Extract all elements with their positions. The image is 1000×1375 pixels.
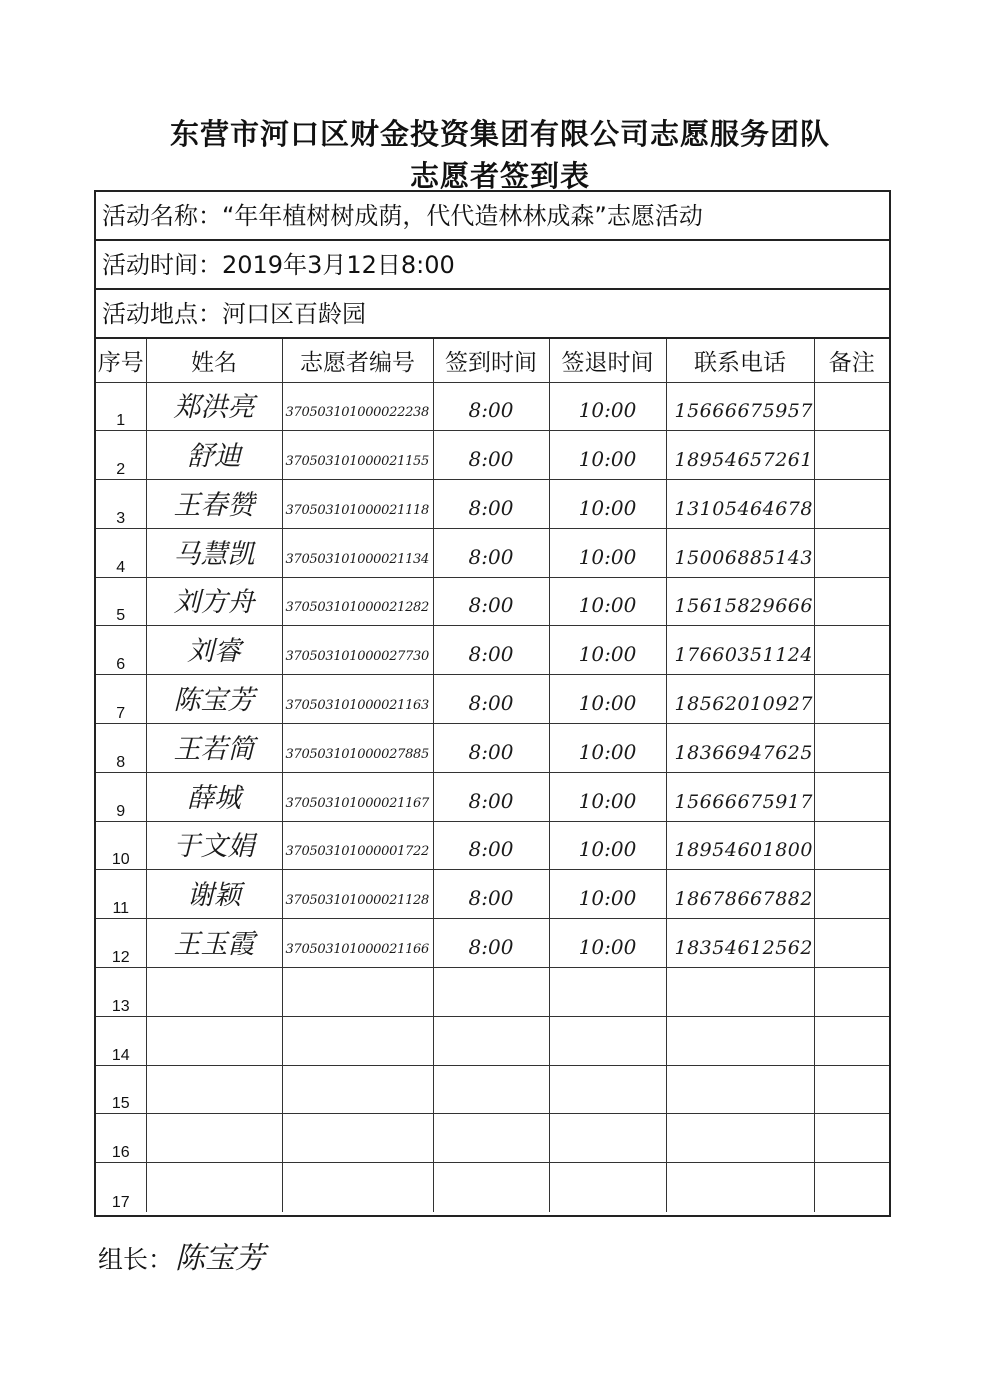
volunteer-id: 370503101000022238 xyxy=(285,405,429,421)
cell-phone-number xyxy=(666,480,814,529)
volunteer-id: 370503101000021118 xyxy=(285,502,429,518)
cell-volunteer-id xyxy=(282,1114,433,1163)
volunteer-name xyxy=(147,1010,282,1016)
cell-signin-time xyxy=(433,968,549,1017)
header-phone: 联系电话 xyxy=(666,339,814,382)
volunteer-table xyxy=(96,339,889,1212)
volunteer-name: 马慧凯 xyxy=(173,538,255,570)
cell-note xyxy=(814,480,889,529)
volunteer-id xyxy=(283,1006,433,1016)
table-row xyxy=(96,968,889,1017)
cell-signin-time xyxy=(433,577,549,626)
header-volunteer-id: 志愿者编号 xyxy=(282,339,433,382)
volunteer-name xyxy=(147,1059,282,1065)
table-row xyxy=(96,1114,889,1163)
table-row xyxy=(96,724,889,773)
volunteer-name: 刘方舟 xyxy=(173,587,255,619)
phone-number xyxy=(667,1008,814,1016)
signout-time xyxy=(550,1154,666,1162)
phone-number: 18354612562 xyxy=(674,937,813,960)
table-row xyxy=(96,1163,889,1212)
header-no: 序号 xyxy=(96,339,146,382)
cell-phone-number xyxy=(666,528,814,577)
cell-volunteer-id xyxy=(282,528,433,577)
cell-note xyxy=(814,870,889,919)
header-signin-time: 签到时间 xyxy=(433,339,549,382)
table-header-row xyxy=(96,339,889,382)
cell-volunteer-name xyxy=(146,626,282,675)
signin-time: 8:00 xyxy=(468,544,514,569)
cell-phone-number xyxy=(666,1016,814,1065)
document-subtitle: 志愿者签到表 xyxy=(409,159,590,193)
signout-time xyxy=(550,1008,666,1016)
volunteer-name: 舒迪 xyxy=(187,441,241,473)
cell-note xyxy=(814,772,889,821)
cell-volunteer-name xyxy=(146,821,282,870)
cell-row-number: 11 xyxy=(96,870,146,919)
cell-volunteer-id xyxy=(282,968,433,1017)
cell-volunteer-name xyxy=(146,870,282,919)
cell-volunteer-name xyxy=(146,1163,282,1212)
cell-signout-time xyxy=(549,1016,666,1065)
cell-note xyxy=(814,626,889,675)
signout-time: 10:00 xyxy=(578,837,637,862)
activity-place-label: 活动地点： xyxy=(102,300,222,328)
signout-time: 10:00 xyxy=(578,544,637,569)
volunteer-id: 370503101000027730 xyxy=(285,649,429,665)
cell-volunteer-id xyxy=(282,821,433,870)
volunteer-name: 王玉霞 xyxy=(173,929,255,961)
volunteer-id xyxy=(283,1055,433,1065)
cell-row-number: 13 xyxy=(96,968,146,1017)
volunteer-name: 王若简 xyxy=(173,733,255,765)
table-row xyxy=(96,821,889,870)
volunteer-name xyxy=(147,1156,282,1162)
cell-volunteer-id xyxy=(282,1163,433,1212)
signout-time: 10:00 xyxy=(578,495,637,520)
cell-volunteer-id xyxy=(282,431,433,480)
cell-note xyxy=(814,1114,889,1163)
signin-time: 8:00 xyxy=(468,788,514,813)
phone-number: 18562010927 xyxy=(674,693,813,716)
cell-note xyxy=(814,1016,889,1065)
cell-note xyxy=(814,919,889,968)
volunteer-id: 370503101000021155 xyxy=(285,454,429,470)
cell-signout-time xyxy=(549,382,666,431)
document-title: 东营市河口区财金投资集团有限公司志愿服务团队 xyxy=(169,117,830,151)
cell-phone-number xyxy=(666,626,814,675)
cell-note xyxy=(814,577,889,626)
cell-volunteer-id xyxy=(282,577,433,626)
cell-row-number: 2 xyxy=(96,431,146,480)
signin-time: 8:00 xyxy=(468,935,514,960)
signout-time xyxy=(550,1204,666,1212)
cell-volunteer-id xyxy=(282,382,433,431)
activity-name-label: 活动名称： xyxy=(102,202,222,230)
table-row xyxy=(96,675,889,724)
cell-volunteer-name xyxy=(146,431,282,480)
cell-signout-time xyxy=(549,626,666,675)
cell-signin-time xyxy=(433,1114,549,1163)
cell-note xyxy=(814,431,889,480)
cell-signin-time xyxy=(433,382,549,431)
phone-number: 13105464678 xyxy=(674,497,813,520)
signin-time: 8:00 xyxy=(468,593,514,618)
volunteer-name: 薛城 xyxy=(187,782,241,814)
table-row xyxy=(96,1016,889,1065)
activity-name-value: “年年植树树成荫，代代造林林成森”志愿活动 xyxy=(222,202,703,230)
signout-time: 10:00 xyxy=(578,691,637,716)
cell-signin-time xyxy=(433,1016,549,1065)
cell-volunteer-name xyxy=(146,675,282,724)
cell-volunteer-name xyxy=(146,577,282,626)
cell-volunteer-name xyxy=(146,528,282,577)
cell-phone-number xyxy=(666,1163,814,1212)
table-row xyxy=(96,870,889,919)
cell-volunteer-id xyxy=(282,919,433,968)
volunteer-id: 370503101000021163 xyxy=(285,698,429,714)
signout-time: 10:00 xyxy=(578,788,637,813)
phone-number: 18678667882 xyxy=(674,888,813,911)
cell-row-number: 10 xyxy=(96,821,146,870)
volunteer-name: 刘睿 xyxy=(187,636,241,668)
cell-row-number: 1 xyxy=(96,382,146,431)
cell-row-number: 4 xyxy=(96,528,146,577)
cell-signin-time xyxy=(433,821,549,870)
volunteer-id: 370503101000021134 xyxy=(285,551,429,567)
volunteer-name: 王春赞 xyxy=(173,489,255,521)
cell-signout-time xyxy=(549,772,666,821)
cell-signin-time xyxy=(433,480,549,529)
cell-note xyxy=(814,528,889,577)
phone-number: 15666675917 xyxy=(674,790,813,813)
header-note: 备注 xyxy=(814,339,889,382)
cell-signin-time xyxy=(433,724,549,773)
table-row xyxy=(96,382,889,431)
signin-time: 8:00 xyxy=(468,886,514,911)
phone-number: 17660351124 xyxy=(674,644,813,667)
cell-signin-time xyxy=(433,1065,549,1114)
signin-time: 8:00 xyxy=(468,691,514,716)
group-leader xyxy=(98,1233,265,1277)
cell-volunteer-name xyxy=(146,919,282,968)
cell-note xyxy=(814,1163,889,1212)
phone-number: 15615829666 xyxy=(674,595,813,618)
phone-number: 15006885143 xyxy=(674,546,813,569)
activity-place-row xyxy=(96,290,889,339)
cell-phone-number xyxy=(666,675,814,724)
cell-phone-number xyxy=(666,382,814,431)
cell-volunteer-id xyxy=(282,870,433,919)
signout-time xyxy=(550,1057,666,1065)
cell-signin-time xyxy=(433,528,549,577)
cell-note xyxy=(814,675,889,724)
activity-place-value: 河口区百龄园 xyxy=(222,300,366,328)
signin-time xyxy=(434,1204,549,1212)
volunteer-id: 370503101000021282 xyxy=(285,600,429,616)
cell-note xyxy=(814,821,889,870)
cell-signout-time xyxy=(549,1163,666,1212)
cell-signin-time xyxy=(433,626,549,675)
table-row xyxy=(96,626,889,675)
header-signout-time: 签退时间 xyxy=(549,339,666,382)
cell-row-number: 3 xyxy=(96,480,146,529)
table-row xyxy=(96,480,889,529)
signin-time xyxy=(434,1105,549,1113)
cell-volunteer-id xyxy=(282,1065,433,1114)
volunteer-id: 370503101000021167 xyxy=(285,795,429,811)
table-row xyxy=(96,528,889,577)
cell-phone-number xyxy=(666,772,814,821)
signout-time: 10:00 xyxy=(578,886,637,911)
cell-note xyxy=(814,724,889,773)
cell-signout-time xyxy=(549,431,666,480)
cell-phone-number xyxy=(666,431,814,480)
table-row xyxy=(96,431,889,480)
cell-volunteer-id xyxy=(282,480,433,529)
cell-volunteer-id xyxy=(282,1016,433,1065)
signin-sheet xyxy=(94,190,891,1217)
phone-number: 15666675957 xyxy=(674,400,813,423)
cell-row-number: 5 xyxy=(96,577,146,626)
cell-signout-time xyxy=(549,1065,666,1114)
phone-number: 18366947625 xyxy=(674,741,813,764)
volunteer-id xyxy=(283,1152,433,1162)
cell-phone-number xyxy=(666,821,814,870)
volunteer-name: 陈宝芳 xyxy=(173,685,255,717)
cell-row-number: 6 xyxy=(96,626,146,675)
cell-signin-time xyxy=(433,870,549,919)
cell-volunteer-id xyxy=(282,626,433,675)
cell-signout-time xyxy=(549,870,666,919)
signin-time: 8:00 xyxy=(468,447,514,472)
signout-time: 10:00 xyxy=(578,642,637,667)
volunteer-id: 370503101000001722 xyxy=(285,844,429,860)
signin-time: 8:00 xyxy=(468,739,514,764)
cell-volunteer-name xyxy=(146,1114,282,1163)
signin-time: 8:00 xyxy=(468,495,514,520)
cell-volunteer-name xyxy=(146,382,282,431)
header-name: 姓名 xyxy=(146,339,282,382)
cell-phone-number xyxy=(666,968,814,1017)
cell-signout-time xyxy=(549,821,666,870)
volunteer-id: 370503101000027885 xyxy=(285,746,429,762)
cell-signout-time xyxy=(549,968,666,1017)
signout-time: 10:00 xyxy=(578,447,637,472)
cell-volunteer-name xyxy=(146,1016,282,1065)
cell-signout-time xyxy=(549,480,666,529)
table-row xyxy=(96,772,889,821)
cell-signin-time xyxy=(433,772,549,821)
activity-time-row xyxy=(96,241,889,290)
activity-name-row xyxy=(96,192,889,241)
cell-signin-time xyxy=(433,1163,549,1212)
cell-signout-time xyxy=(549,675,666,724)
signin-time: 8:00 xyxy=(468,837,514,862)
cell-row-number: 17 xyxy=(96,1163,146,1212)
phone-number: 18954601800 xyxy=(674,839,813,862)
signout-time: 10:00 xyxy=(578,398,637,423)
table-row xyxy=(96,577,889,626)
phone-number xyxy=(667,1057,814,1065)
cell-volunteer-name xyxy=(146,724,282,773)
phone-number xyxy=(667,1204,814,1212)
cell-note xyxy=(814,1065,889,1114)
cell-phone-number xyxy=(666,577,814,626)
cell-signout-time xyxy=(549,528,666,577)
cell-signin-time xyxy=(433,919,549,968)
phone-number xyxy=(667,1154,814,1162)
volunteer-id: 370503101000021166 xyxy=(285,942,429,958)
cell-volunteer-name xyxy=(146,1065,282,1114)
cell-volunteer-id xyxy=(282,724,433,773)
group-leader-signature: 陈宝芳 xyxy=(175,1241,266,1276)
cell-volunteer-id xyxy=(282,772,433,821)
signin-time xyxy=(434,1057,549,1065)
cell-row-number: 16 xyxy=(96,1114,146,1163)
cell-volunteer-name xyxy=(146,772,282,821)
cell-row-number: 15 xyxy=(96,1065,146,1114)
volunteer-name: 谢颖 xyxy=(187,880,241,912)
signout-time: 10:00 xyxy=(578,739,637,764)
signin-time: 8:00 xyxy=(468,398,514,423)
volunteer-name: 郑洪亮 xyxy=(173,392,255,424)
volunteer-id: 370503101000021128 xyxy=(285,893,429,909)
table-row xyxy=(96,919,889,968)
cell-row-number: 12 xyxy=(96,919,146,968)
cell-row-number: 8 xyxy=(96,724,146,773)
volunteer-id xyxy=(283,1103,433,1113)
cell-volunteer-name xyxy=(146,480,282,529)
signout-time xyxy=(550,1105,666,1113)
cell-phone-number xyxy=(666,724,814,773)
cell-phone-number xyxy=(666,870,814,919)
phone-number: 18954657261 xyxy=(674,449,813,472)
activity-time-label: 活动时间： xyxy=(102,251,222,279)
volunteer-id xyxy=(283,1202,433,1212)
signout-time: 10:00 xyxy=(578,593,637,618)
volunteer-name: 于文娟 xyxy=(173,831,255,863)
signin-time xyxy=(434,1008,549,1016)
cell-phone-number xyxy=(666,919,814,968)
cell-signout-time xyxy=(549,577,666,626)
cell-signout-time xyxy=(549,724,666,773)
volunteer-name xyxy=(147,1206,282,1212)
signin-time xyxy=(434,1154,549,1162)
phone-number xyxy=(667,1105,814,1113)
cell-phone-number xyxy=(666,1114,814,1163)
signin-time: 8:00 xyxy=(468,642,514,667)
volunteer-name xyxy=(147,1107,282,1113)
cell-phone-number xyxy=(666,1065,814,1114)
cell-signin-time xyxy=(433,431,549,480)
cell-row-number: 14 xyxy=(96,1016,146,1065)
cell-row-number: 9 xyxy=(96,772,146,821)
cell-signout-time xyxy=(549,919,666,968)
cell-row-number: 7 xyxy=(96,675,146,724)
cell-volunteer-name xyxy=(146,968,282,1017)
cell-note xyxy=(814,968,889,1017)
signout-time: 10:00 xyxy=(578,935,637,960)
table-row xyxy=(96,1065,889,1114)
activity-time-value: 2019年3月12日8:00 xyxy=(222,251,455,279)
cell-volunteer-id xyxy=(282,675,433,724)
cell-note xyxy=(814,382,889,431)
cell-signout-time xyxy=(549,1114,666,1163)
group-leader-label: 组长： xyxy=(98,1245,174,1274)
cell-signin-time xyxy=(433,675,549,724)
